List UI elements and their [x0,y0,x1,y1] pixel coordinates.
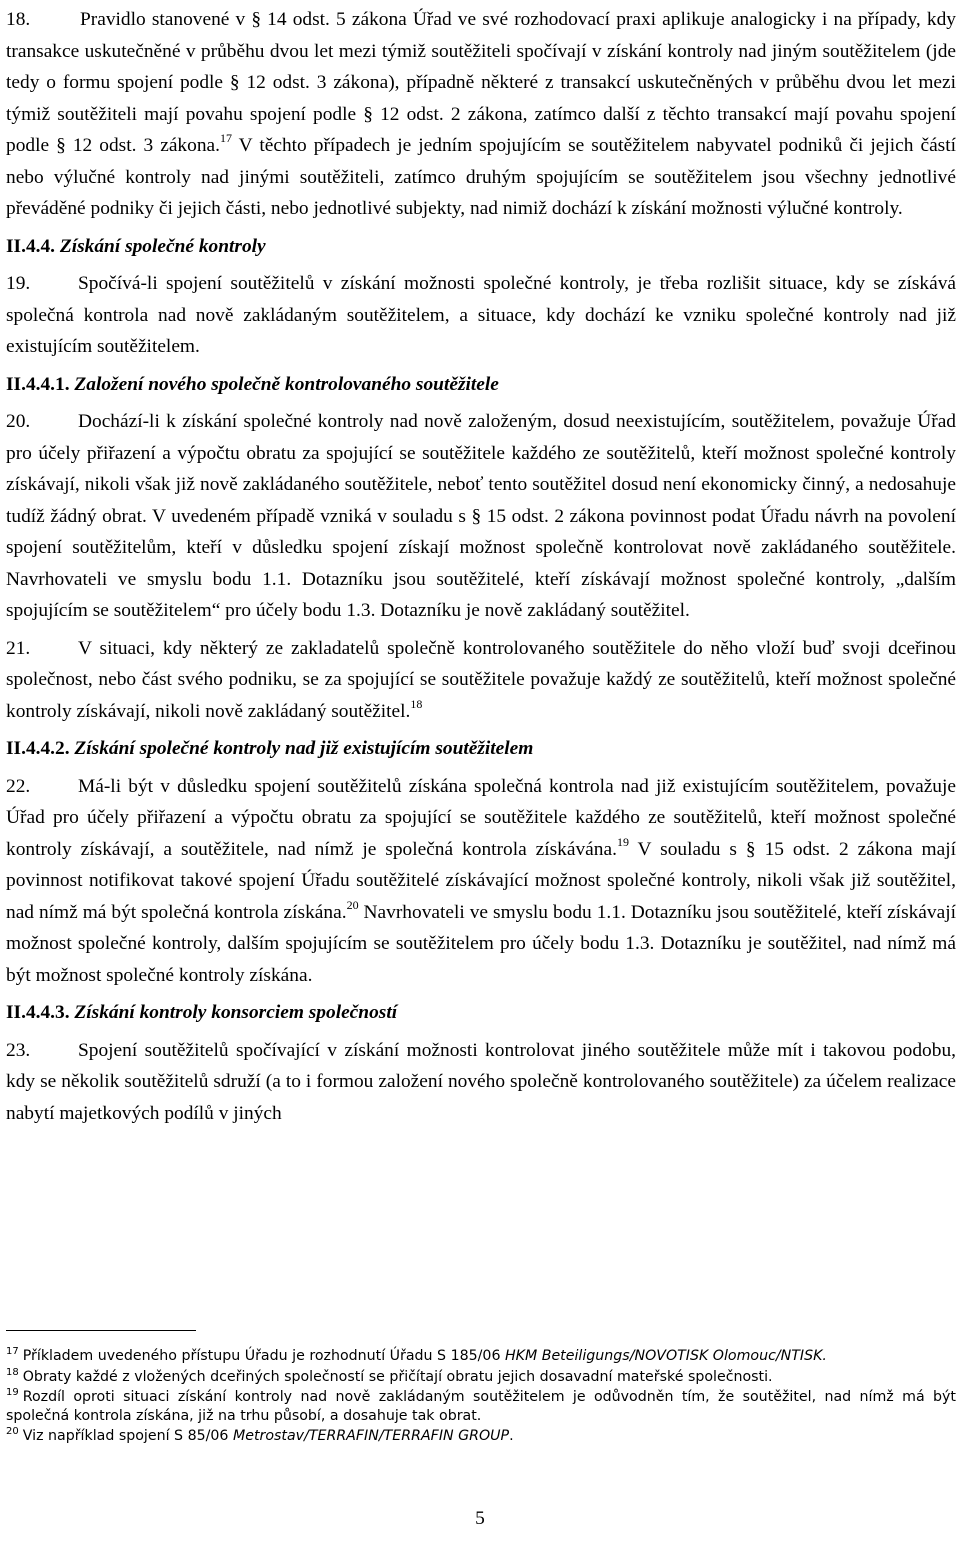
footnote-text: Viz například spojení S 85/06 [22,1428,233,1445]
paragraph-number: 20. [6,411,31,432]
footnote-18 [6,1368,956,1387]
paragraph-text: Dochází-li k získání společné kontroly nad nově založeným, dosud neexistujícím, soutěžitelem, považuje Úřad pro účely přiřazení a výpočtu obratu za spojující se soutěžitele každého ze soutěžitelů, kteří možnost společné kontroly získávají, nikoli však již nově zakládaného soutěžitele, neboť tento soutěžitel dosud není ekonomicky činný, a nedosahuje tudíž žádný obrat. V uvedeném případě vzniká v souladu s § 15 odst. 2 zákona povinnost podat Úřadu návrh na povolení spojení soutěžitelům, kteří v důsledku spojení získají možnost společně kontrolovat nově zakládaného soutěžitele. Navrhovateli ve smyslu bodu 1.1. Dotazníku jsou soutěžitelé, kteří získávají možnost společné kontroly, „dalším spojujícím se soutěžitelem“ pro účely bodu 1.3. Dotazníku je nově zakládaný soutěžitel. [6,411,956,621]
paragraph-number: 19. [6,273,31,294]
paragraph-text: V souladu s § 15 odst. 2 zákona mají povinnost notifikovat takové spojení Úřadu soutěžitelé získávající možnost společné kontroly, nikoli však již soutěžitel, nad nímž má být společná kontrola získána. [6,838,957,923]
footnote-number: 17 [6,1346,19,1357]
footnote-text: Rozdíl oproti situaci získání kontroly nad nově zakládaným soutěžitelem je odůvodněn tím, že soutěžitel, nad nímž má být společná kontrola získána, již na trhu působí, a dosahuje tak obrat. [6,1389,956,1424]
heading-number: II.4.4.1. [6,373,70,395]
footnote-text: Příkladem uvedeného přístupu Úřadu je rozhodnutí Úřadu S 185/06 [22,1348,505,1364]
paragraph-text: Spočívá-li spojení soutěžitelů v získání možnosti společné kontroly, je třeba rozlišit situace, kdy se získává společná kontrola nad nově zakládaným soutěžitelem, a situace, kdy dochází ke vzniku společné kontroly nad již existujícím soutěžitelem. [6,273,956,357]
paragraph-number: 21. [6,637,31,659]
heading-title: Získání společné kontroly nad již existujícím soutěžitelem [69,738,534,759]
heading-number: II.4.4.2. [6,738,70,759]
heading-number: II.4.4.3. [6,1002,70,1023]
paragraph-text: Má-li být v důsledku spojení soutěžitelů získána společná kontrola nad již existujícím soutěžitelem, považuje Úřad pro účely přiřazení a výpočtu obratu za spojující se soutěžitele každého ze soutěžitelů, kteří možnost společné kontroly získávají, a soutěžitele, nad nímž je společná kontrola získávána. [6,775,956,860]
footnote-number: 19 [6,1387,19,1399]
footnote-ref[interactable]: 20 [346,897,359,912]
paragraph-20 [6,406,956,627]
footnote-ref[interactable]: 18 [410,696,423,711]
footnote-ref[interactable]: 17 [219,131,232,145]
footnote-italic: HKM Beteiligungs/NOVOTISK Olomouc/NTISK. [505,1348,827,1364]
footnote-italic: Metrostav/TERRAFIN/TERRAFIN GROUP [232,1428,510,1445]
footnote-number: 18 [6,1366,19,1378]
page-number: 5 [475,1508,485,1529]
heading-title: Založení nového společně kontrolovaného soutěžitele [69,373,499,395]
section-heading [6,231,956,263]
footnote-19 [6,1388,956,1425]
paragraph-number: 18. [6,9,31,30]
section-heading [6,369,956,401]
paragraph-text: V těchto případech je jedním spojujícím se soutěžitelem nabyvatel podniků či jejich částí nebo výlučné kontroly nad jinými soutěžiteli, zatímco druhým spojujícím se soutěžitelem jsou všechny jednotlivé převáděné podniky či jejich části, nebo jednotlivé subjekty, nad nimiž dochází k získání možnosti výlučné kontroly. [6,135,956,219]
heading-number: II.4.4. [6,235,56,257]
footnote-divider [6,1330,196,1331]
paragraph-text: Navrhovateli ve smyslu bodu 1.1. Dotazníku jsou soutěžitelé, kteří získávají možnost společné kontroly, dalším spojujícím se soutěžitelem pro účely bodu 1.3. Dotazníku je soutěžitel, nad nímž má být možnost společné kontroly získána. [6,901,956,986]
footnote-ref[interactable]: 19 [616,834,629,849]
paragraph-21 [6,633,956,728]
paragraph-23 [6,1035,956,1130]
paragraph-number: 22. [6,775,31,797]
heading-title: Získání kontroly konsorciem společností [69,1002,398,1023]
paragraph-18 [6,4,956,225]
document-body [6,4,956,1135]
paragraph-number: 23. [6,1039,31,1061]
footnotes-section [6,1330,956,1448]
footnote-tail: . [509,1428,514,1445]
paragraph-text: V situaci, kdy některý ze zakladatelů společně kontrolovaného soutěžitele do něho vloží buď svoji dceřinou společnost, nebo část svého podniku, se za spojující se soutěžitele považuje každý ze soutěžitelů, kteří možnost společné kontroly získávají, nikoli nově zakládaný soutěžitel. [6,637,956,722]
paragraph-text: Pravidlo stanovené v § 14 odst. 5 zákona Úřad ve své rozhodovací praxi aplikuje analogicky i na případy, kdy transakce uskutečněné v průběhu dvou let mezi týmiž soutěžiteli spočívají v získání kontroly nad jiným soutěžitelem (jde tedy o formu spojení podle § 12 odst. 3 zákona), případně některé z transakcí uskutečněných v průběhu dvou let mezi týmiž soutěžiteli mají povahu spojení podle § 12 odst. 2 zákona, zatímco další z těchto transakcí mají povahu spojení podle § 12 odst. 3 zákona. [6,9,956,156]
section-heading [6,733,956,765]
footnote-number: 20 [6,1426,19,1438]
footnote-text: Obraty každé z vložených dceřiných společností se přičítají obratu jejich dosavadní mateřské společnosti. [22,1368,773,1385]
paragraph-19 [6,268,956,363]
heading-title: Získání společné kontroly [55,235,266,257]
footnote-20 [6,1427,956,1446]
paragraph-22 [6,771,956,992]
footnote-17 [6,1347,956,1366]
paragraph-text: Spojení soutěžitelů spočívající v získání možnosti kontrolovat jiného soutěžitele může mít i takovou podobu, kdy se několik soutěžitelů sdruží (a to i formou založení nového společně kontrolovaného soutěžitele) za účelem realizace nabytí majetkových podílů v jiných [6,1039,956,1124]
section-heading [6,997,956,1029]
